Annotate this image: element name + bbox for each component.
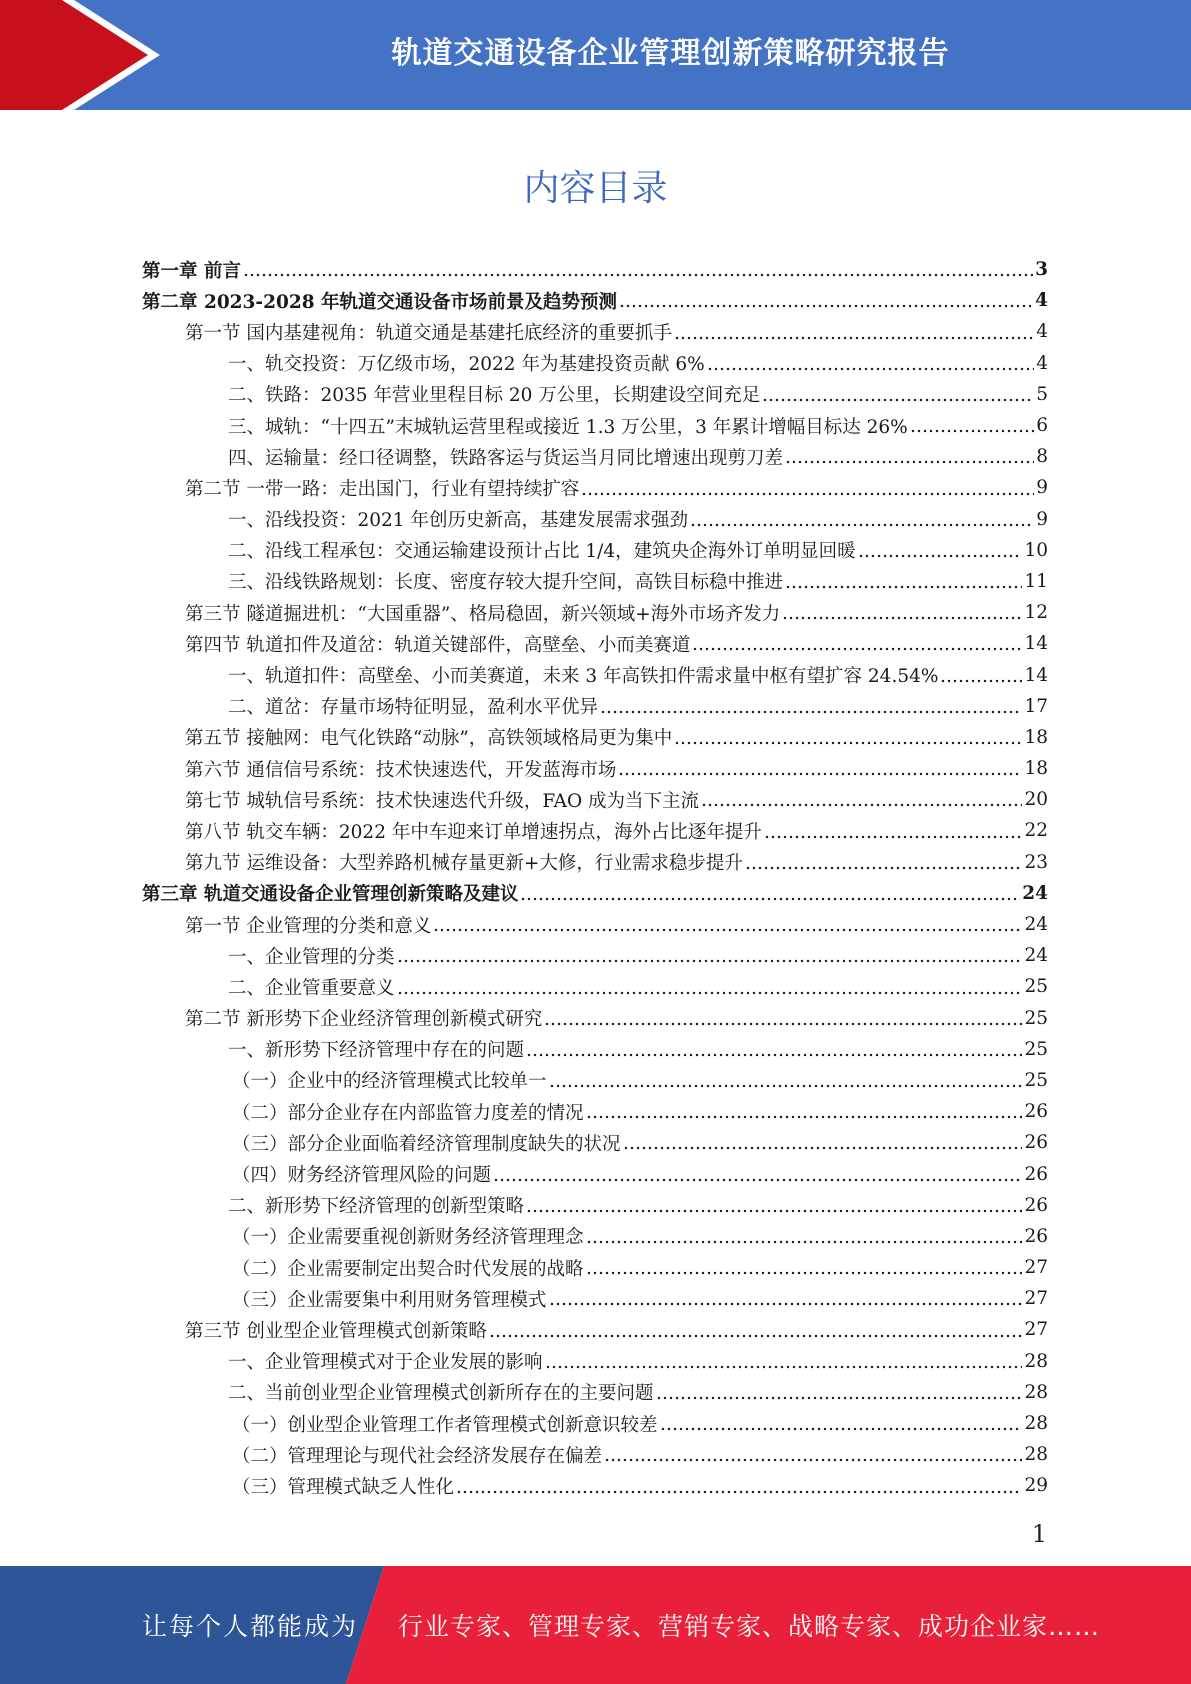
toc-entry[interactable] — [142, 847, 1048, 878]
toc-entry-page: 26 — [1024, 1132, 1048, 1154]
toc-entry-title: 第四节 轨道扣件及道岔：轨道关键部件，高壁垒、小而美赛道 — [185, 634, 691, 656]
toc-entry-page: 28 — [1024, 1444, 1048, 1466]
toc-entry-title: （一）创业型企业管理工作者管理模式创新意识较差 — [232, 1414, 658, 1436]
toc-entry[interactable] — [142, 1314, 1048, 1345]
toc-entry[interactable] — [142, 784, 1048, 815]
toc-entry-title: 一、企业管理的分类 — [228, 946, 395, 968]
toc-entry-page: 24 — [1024, 914, 1048, 936]
toc-entry-page: 24 — [1022, 882, 1048, 904]
toc-entry[interactable] — [142, 348, 1048, 379]
toc-leader-dots — [493, 1178, 1022, 1182]
toc-entry-title: （三）部分企业面临着经济管理制度缺失的状况 — [232, 1133, 621, 1155]
toc-entry-title: （二）管理理论与现代社会经济发展存在偏差 — [232, 1445, 603, 1467]
toc-entry-title: 第九节 运维设备：大型养路机械存量更新+大修，行业需求稳步提升 — [185, 853, 743, 875]
toc-entry[interactable] — [142, 1065, 1048, 1096]
toc-leader-dots — [243, 273, 1033, 277]
toc-entry[interactable] — [142, 878, 1048, 909]
toc-entry-title: （二）部分企业存在内部监管力度差的情况 — [232, 1102, 584, 1124]
toc-leader-dots — [545, 1365, 1023, 1369]
toc-entry[interactable] — [142, 254, 1048, 285]
toc-leader-dots — [549, 1084, 1023, 1088]
toc-entry-page: 9 — [1036, 477, 1048, 499]
toc-leader-dots — [692, 647, 1022, 651]
toc-leader-dots — [660, 1427, 1023, 1431]
footer-slogan-right: 行业专家、管理专家、营销专家、战略专家、成功企业家…… — [398, 1612, 1101, 1641]
toc-entry-page: 25 — [1024, 976, 1048, 998]
toc-entry-title: （三）管理模式缺乏人性化 — [232, 1476, 455, 1498]
toc-entry-page: 4 — [1035, 290, 1048, 312]
toc-entry-title: （一）企业需要重视创新财务经济管理理念 — [232, 1227, 584, 1249]
toc-leader-dots — [940, 679, 1022, 683]
toc-entry-page: 22 — [1024, 820, 1048, 842]
toc-leader-dots — [656, 1396, 1023, 1400]
toc-entry-title: （二）企业需要制定出契合时代发展的战略 — [232, 1258, 584, 1280]
toc-entry[interactable] — [142, 753, 1048, 784]
toc-leader-dots — [762, 398, 1034, 402]
toc-entry[interactable] — [142, 1470, 1048, 1501]
toc-entry-title: 二、铁路：2035 年营业里程目标 20 万公里，长期建设空间充足 — [228, 385, 761, 407]
toc-entry-page: 20 — [1024, 789, 1048, 811]
toc-entry-page: 9 — [1036, 508, 1048, 530]
toc-entry-page: 27 — [1024, 1319, 1048, 1341]
toc-entry-title: 三、城轨：“十四五”末城轨运营里程或接近 1.3 万公里，3 年累计增幅目标达 26% — [228, 416, 908, 438]
toc-leader-dots — [782, 616, 1022, 620]
page-header — [0, 0, 1191, 110]
toc-leader-dots — [690, 523, 1034, 527]
toc-leader-dots — [674, 741, 1022, 745]
toc-entry-title: 第二章 2023-2028 年轨道交通设备市场前景及趋势预测 — [142, 291, 618, 313]
toc-entry-title: （三）企业需要集中利用财务管理模式 — [232, 1289, 547, 1311]
toc-leader-dots — [520, 897, 1020, 901]
toc-entry-title: 第三章 轨道交通设备企业管理创新策略及建议 — [142, 884, 519, 906]
toc-entry-page: 12 — [1024, 602, 1048, 624]
toc-entry[interactable] — [142, 1158, 1048, 1189]
toc-heading: 内容目录 — [523, 168, 668, 209]
toc-entry-page: 28 — [1024, 1350, 1048, 1372]
toc-entry-title: 三、沿线铁路规划：长度、密度存较大提升空间，高铁目标稳中推进 — [228, 572, 784, 594]
table-of-contents — [142, 254, 1048, 1502]
toc-entry[interactable] — [142, 441, 1048, 472]
toc-entry[interactable] — [142, 1096, 1048, 1127]
toc-leader-dots — [858, 554, 1023, 558]
toc-leader-dots — [604, 1458, 1022, 1462]
toc-entry-page: 14 — [1024, 664, 1048, 686]
toc-leader-dots — [581, 492, 1034, 496]
toc-entry-title: 第三节 隧道掘进机：“大国重器”、格局稳固，新兴领域+海外市场齐发力 — [185, 603, 781, 625]
toc-entry-page: 5 — [1036, 383, 1048, 405]
toc-entry-title: 一、轨交投资：万亿级市场，2022 年为基建投资贡献 6% — [228, 354, 705, 376]
page-number: 1 — [1031, 1520, 1047, 1548]
report-title: 轨道交通设备企业管理创新策略研究报告 — [391, 36, 950, 71]
toc-leader-dots — [586, 1271, 1023, 1275]
toc-entry-page: 11 — [1024, 570, 1048, 592]
toc-entry-page: 3 — [1035, 259, 1048, 281]
toc-entry[interactable] — [142, 940, 1048, 971]
footer-slogan-left: 让每个人都能成为 — [142, 1612, 359, 1641]
toc-entry-title: 一、沿线投资：2021 年创历史新高，基建发展需求强劲 — [228, 510, 688, 532]
toc-entry-page: 6 — [1036, 415, 1048, 437]
toc-entry[interactable] — [142, 472, 1048, 503]
toc-entry-page: 8 — [1036, 446, 1048, 468]
toc-entry-title: 第五节 接触网：电气化铁路“动脉”，高铁领域格局更为集中 — [185, 728, 673, 750]
toc-entry[interactable] — [142, 316, 1048, 347]
toc-entry-page: 28 — [1024, 1413, 1048, 1435]
toc-entry[interactable] — [142, 722, 1048, 753]
toc-entry-title: 第六节 通信信号系统：技术快速迭代，开发蓝海市场 — [185, 759, 617, 781]
toc-leader-dots — [618, 772, 1022, 776]
toc-entry[interactable] — [142, 1034, 1048, 1065]
toc-entry-page: 23 — [1024, 851, 1048, 873]
toc-entry[interactable] — [142, 909, 1048, 940]
toc-entry-page: 26 — [1024, 1194, 1048, 1216]
toc-leader-dots — [456, 1490, 1022, 1494]
toc-entry-page: 18 — [1024, 758, 1048, 780]
toc-leader-dots — [489, 1334, 1023, 1338]
toc-leader-dots — [526, 1053, 1022, 1057]
toc-leader-dots — [397, 959, 1023, 963]
toc-entry-title: 第一章 前言 — [142, 260, 241, 282]
toc-leader-dots — [701, 803, 1022, 807]
toc-entry-page: 4 — [1036, 352, 1048, 374]
toc-entry[interactable] — [142, 379, 1048, 410]
toc-entry[interactable] — [142, 566, 1048, 597]
toc-entry-title: 第二节 一带一路：走出国门，行业有望持续扩容 — [185, 478, 580, 500]
toc-entry[interactable] — [142, 535, 1048, 566]
toc-entry[interactable] — [142, 597, 1048, 628]
toc-leader-dots — [707, 367, 1035, 371]
toc-entry[interactable] — [142, 1252, 1048, 1283]
toc-entry-page: 26 — [1024, 1101, 1048, 1123]
toc-leader-dots — [745, 866, 1023, 870]
toc-entry-page: 25 — [1024, 1038, 1048, 1060]
toc-entry[interactable] — [142, 659, 1048, 690]
toc-leader-dots — [785, 460, 1034, 464]
toc-entry[interactable] — [142, 815, 1048, 846]
toc-entry[interactable] — [142, 628, 1048, 659]
toc-entry[interactable] — [142, 1439, 1048, 1470]
toc-leader-dots — [600, 710, 1022, 714]
toc-entry-title: （四）财务经济管理风险的问题 — [232, 1165, 492, 1187]
toc-entry-title: 二、新形势下经济管理的创新型策略 — [228, 1196, 525, 1218]
toc-entry[interactable] — [142, 1408, 1048, 1439]
toc-leader-dots — [623, 1146, 1023, 1150]
toc-entry-page: 25 — [1024, 1069, 1048, 1091]
toc-leader-dots — [586, 1240, 1023, 1244]
toc-entry[interactable] — [142, 410, 1048, 441]
toc-entry-page: 29 — [1024, 1475, 1048, 1497]
toc-entry-page: 10 — [1024, 539, 1048, 561]
toc-entry-title: 二、当前创业型企业管理模式创新所存在的主要问题 — [228, 1383, 654, 1405]
toc-leader-dots — [674, 336, 1034, 340]
toc-entry-page: 28 — [1024, 1381, 1048, 1403]
toc-entry-page: 14 — [1024, 633, 1048, 655]
toc-entry-title: 第一节 国内基建视角：轨道交通是基建托底经济的重要抓手 — [185, 322, 672, 344]
toc-leader-dots — [586, 1115, 1023, 1119]
toc-entry[interactable] — [142, 1346, 1048, 1377]
toc-entry-title: 二、道岔：存量市场特征明显，盈利水平优异 — [228, 697, 599, 719]
page-footer — [0, 1566, 1191, 1684]
toc-entry[interactable] — [142, 691, 1048, 722]
toc-entry-title: 第七节 城轨信号系统：技术快速迭代升级，FAO 成为当下主流 — [185, 790, 700, 812]
toc-entry-title: 第一节 企业管理的分类和意义 — [185, 915, 432, 937]
toc-entry-title: （一）企业中的经济管理模式比较单一 — [232, 1071, 547, 1093]
toc-entry-title: 第三节 创业型企业管理模式创新策略 — [185, 1320, 487, 1342]
toc-entry-title: 一、企业管理模式对于企业发展的影响 — [228, 1352, 543, 1374]
toc-entry-page: 27 — [1024, 1257, 1048, 1279]
toc-leader-dots — [544, 1022, 1022, 1026]
toc-entry-page: 27 — [1024, 1288, 1048, 1310]
toc-entry[interactable] — [142, 285, 1048, 316]
toc-entry[interactable] — [142, 1003, 1048, 1034]
toc-entry-page: 26 — [1024, 1163, 1048, 1185]
toc-leader-dots — [619, 304, 1033, 308]
toc-entry-page: 25 — [1024, 1007, 1048, 1029]
toc-entry-title: 一、新形势下经济管理中存在的问题 — [228, 1040, 525, 1062]
toc-entry-page: 17 — [1024, 695, 1048, 717]
toc-entry[interactable] — [142, 1283, 1048, 1314]
toc-leader-dots — [433, 928, 1022, 932]
toc-entry-title: 二、沿线工程承包：交通运输建设预计占比 1/4，建筑央企海外订单明显回暖 — [228, 541, 856, 563]
toc-entry[interactable] — [142, 1190, 1048, 1221]
toc-entry-title: 第二节 新形势下企业经济管理创新模式研究 — [185, 1009, 543, 1031]
toc-entry-title: 二、企业管重要意义 — [228, 977, 395, 999]
toc-entry[interactable] — [142, 1377, 1048, 1408]
toc-leader-dots — [785, 585, 1022, 589]
toc-entry-page: 24 — [1024, 945, 1048, 967]
toc-leader-dots — [764, 835, 1023, 839]
toc-entry[interactable] — [142, 504, 1048, 535]
toc-entry[interactable] — [142, 971, 1048, 1002]
toc-leader-dots — [549, 1302, 1023, 1306]
toc-entry-page: 4 — [1036, 321, 1048, 343]
toc-entry-title: 四、运输量：经口径调整，铁路客运与货运当月同比增速出现剪刀差 — [228, 447, 784, 469]
toc-leader-dots — [910, 429, 1034, 433]
toc-leader-dots — [397, 991, 1023, 995]
toc-entry[interactable] — [142, 1127, 1048, 1158]
toc-leader-dots — [526, 1209, 1022, 1213]
toc-entry-title: 第八节 轨交车辆：2022 年中车迎来订单增速拐点，海外占比逐年提升 — [185, 821, 762, 843]
toc-entry-page: 26 — [1024, 1225, 1048, 1247]
toc-entry-page: 18 — [1024, 726, 1048, 748]
toc-entry[interactable] — [142, 1221, 1048, 1252]
toc-entry-title: 一、轨道扣件：高壁垒、小而美赛道，未来 3 年高铁扣件需求量中枢有望扩容 24.54% — [228, 666, 939, 688]
